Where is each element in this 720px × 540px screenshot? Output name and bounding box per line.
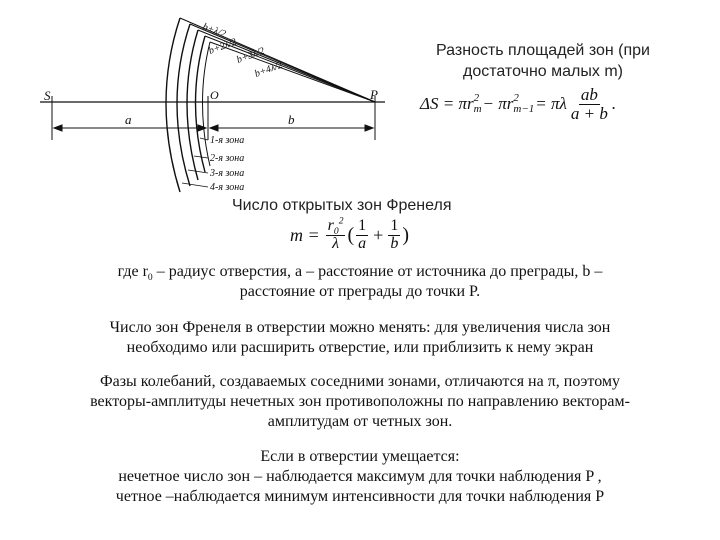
area-formula-minus: − πr	[482, 94, 514, 114]
para3-line3: амплитудам от четных зон.	[267, 413, 453, 430]
para3-line2: векторы-амплитуды нечетных зон противоположны по направлению векторам-	[90, 393, 630, 410]
paragraph-phases	[20, 372, 700, 432]
zone-leader-lines	[182, 138, 208, 187]
zones-one-b-den: b	[390, 234, 399, 252]
fresnel-zones-diagram	[30, 10, 400, 200]
dist-a-label: a	[125, 112, 132, 127]
dist-b-label: b	[288, 112, 295, 127]
paragraph-zone-count	[20, 318, 700, 358]
zones-formula	[290, 215, 409, 253]
zone-label-1: 1-я зона	[210, 135, 245, 146]
zones-one-a-num: 1	[358, 217, 367, 234]
zones-m-eq: m =	[290, 224, 320, 245]
area-formula-period: .	[611, 94, 617, 114]
where-paragraph	[20, 262, 700, 302]
zone-label-2: 2-я зона	[210, 153, 245, 164]
para4-line1: Если в отверстии умещается:	[260, 448, 460, 465]
zones-r0-sub: 0	[333, 226, 339, 238]
zones-one-over-a	[356, 218, 368, 253]
area-frac-den: a + b	[570, 103, 608, 123]
zone-label-4: 4-я зона	[210, 182, 245, 193]
area-r-sup-1: 2	[473, 92, 480, 105]
where-line1-a: где r	[117, 263, 148, 280]
zones-lambda: λ	[332, 234, 340, 252]
zones-paren-open: (	[347, 223, 355, 246]
wavefront-arcs	[166, 18, 205, 192]
zones-paren-close: )	[402, 223, 409, 246]
where-line2: расстояние от преграды до точки P.	[239, 283, 481, 300]
area-r-sup-2: 2	[513, 92, 519, 105]
para4-line2: нечетное число зон – наблюдается максимум для точки наблюдения P ,	[118, 468, 602, 485]
path-label-4: b+4λ/2	[253, 59, 285, 80]
path-label-2: b+2λ/2	[207, 36, 239, 57]
zones-formula-heading: Число открытых зон Френеля	[232, 197, 452, 214]
source-label: S	[44, 88, 51, 103]
area-frac-num: ab	[580, 85, 598, 104]
zones-r0: r	[327, 217, 334, 234]
paragraph-odd-even	[20, 447, 700, 507]
area-formula-heading: Разность площадей зон (при достаточно малых m)	[436, 42, 650, 80]
path-label-3: b+3λ/2	[235, 45, 267, 66]
area-formula	[420, 86, 616, 123]
area-formula-lhs: ΔS = πr	[420, 94, 474, 114]
area-r-sub-1: m	[473, 103, 482, 116]
where-line1-sub: 0	[147, 272, 153, 284]
para3-line1: Фазы колебаний, создаваемых соседними зонами, отличаются на π, поэтому	[99, 373, 621, 390]
zones-r0-sup: 2	[338, 215, 344, 227]
point-label: P	[370, 87, 378, 102]
area-formula-fraction	[569, 86, 610, 123]
zones-plus: +	[373, 224, 384, 245]
para2-line1: Число зон Френеля в отверстии можно менять: для увеличения числа зон	[109, 319, 611, 336]
distance-arrows	[54, 125, 373, 131]
area-formula-pi-lambda: = πλ	[535, 94, 567, 114]
para2-line2: необходимо или расширить отверстие, или приблизить к нему экран	[126, 339, 594, 356]
para4-line3: четное –наблюдается минимум интенсивности для точки наблюдения P	[115, 488, 605, 505]
zones-one-a-den: a	[358, 234, 367, 252]
zone-label-3: 3-я зона	[210, 168, 245, 179]
zones-one-b-num: 1	[390, 217, 399, 234]
zones-one-over-b	[388, 218, 400, 253]
where-line1-b: – радиус отверстия, a – расстояние от источника до преграды, b –	[152, 263, 603, 280]
path-label-1: b+λ/2	[200, 21, 228, 40]
area-r-sub-2: m−1	[513, 103, 535, 116]
zones-r0-fraction	[326, 215, 346, 253]
center-label: O	[210, 88, 219, 102]
